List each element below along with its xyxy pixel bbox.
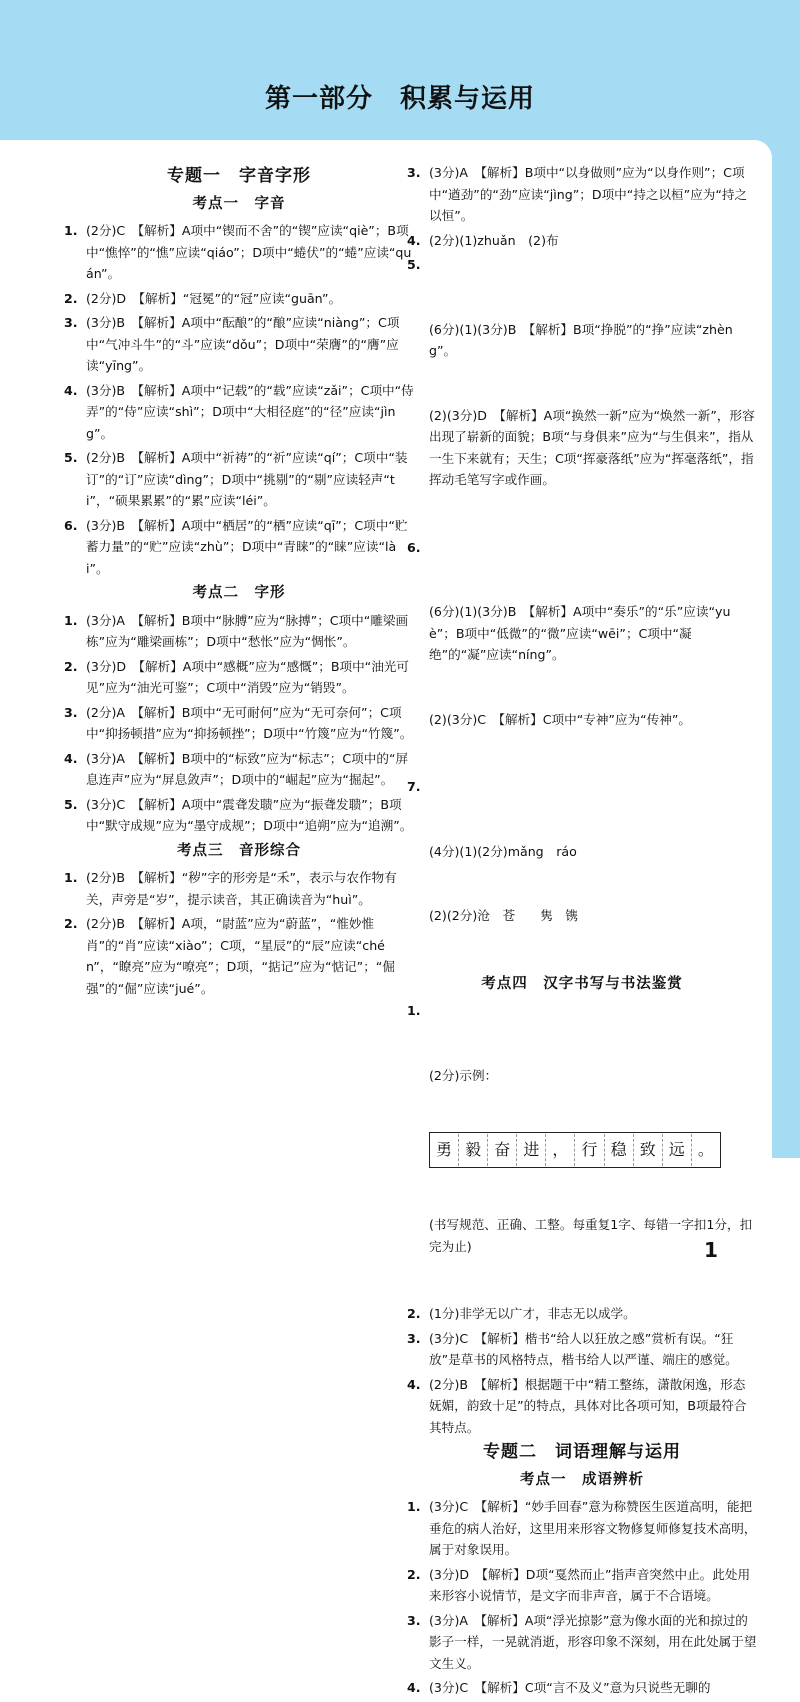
section-title: 专题一 字音字形 xyxy=(167,166,311,186)
answer-item xyxy=(407,230,757,252)
item-number: 5. xyxy=(64,450,78,465)
answer-card xyxy=(0,140,772,1695)
subsection-title: 考点三 音形综合 xyxy=(177,842,301,859)
item-number: 6. xyxy=(407,539,421,555)
answer-item xyxy=(407,1496,757,1561)
calligraphy-char: 勇 xyxy=(430,1134,459,1166)
answer-item xyxy=(64,702,414,745)
item-number: 1. xyxy=(64,870,78,885)
calligraphy-sample xyxy=(429,1132,721,1168)
answer-list xyxy=(64,867,414,999)
calligraphy-char: 奋 xyxy=(488,1134,517,1166)
answer-text: (2分)B 【解析】A项，“尉蓝”应为“蔚蓝”，“惟妙惟肖”的“肖”应读“xiào”；C项，“星辰”的“辰”应读“chén”，“瞭亮”应为“嘹亮”；D项，“掂记”应为“惦记”；“倔强”的“倔”应读“jué”。 xyxy=(86,916,395,996)
part-title: 第一部分 积累与运用 xyxy=(264,84,535,114)
answer-text: (3分)A 【解析】B项中“脉膊”应为“脉搏”；C项中“雕梁画栋”应为“雕梁画栋”；D项中“愁怅”应为“惆怅”。 xyxy=(86,612,409,649)
answer-item xyxy=(64,447,414,512)
item-number: 6. xyxy=(64,517,78,533)
answer-text: (2分)示例： xyxy=(429,1067,498,1083)
item-number: 4. xyxy=(407,1680,421,1695)
item-number: 1. xyxy=(407,1499,421,1514)
answer-item xyxy=(407,1610,757,1675)
item-number: 1. xyxy=(407,1003,421,1018)
answer-text: (书写规范、正确、工整。每重复1字、每错一字扣1分，扣完为止) xyxy=(429,1217,753,1254)
answer-text: (2分)C 【解析】A项中“锲而不舍”的“锲”应读“qiè”；B项中“憔悴”的“憔”应读“qiáo”；D项中“蜷伏”的“蜷”应读“quán”。 xyxy=(86,223,412,281)
item-number: 4. xyxy=(407,1376,421,1392)
answer-item xyxy=(64,748,414,791)
subsection-title: 考点一 成语辨析 xyxy=(520,1471,644,1488)
answer-text: (3分)A 【解析】B项中的“标致”应为“标志”；C项中的“屏息连声”应为“屏息敛声”；D项中的“崛起”应为“掘起”。 xyxy=(86,750,409,787)
answer-text: (2分)(1)zhuǎn (2)布 xyxy=(429,232,559,248)
answer-item xyxy=(407,1000,757,1129)
answer-item xyxy=(407,1303,757,1325)
answer-note xyxy=(407,1171,757,1300)
item-number: 2. xyxy=(407,1306,421,1321)
item-number: 3. xyxy=(64,704,78,720)
item-number: 4. xyxy=(407,232,421,248)
subsection-title: 考点四 汉字书写与书法鉴赏 xyxy=(481,975,683,992)
item-number: 3. xyxy=(64,315,78,330)
calligraphy-char: 致 xyxy=(634,1134,663,1166)
item-number: 1. xyxy=(64,612,78,628)
answer-item xyxy=(64,515,414,580)
answer-text: (2)(3分)D 【解析】A项“换然一新”应为“焕然一新”，形容出现了崭新的面貌；B项“与身俱来”应为“与生俱来”，指从一生下来就有；天生；C项“挥豪落纸”应为“挥毫落纸”，指挥动毛笔写字或作画。 xyxy=(429,407,755,487)
answer-item xyxy=(407,254,757,534)
answer-text: (4分)(1)(2分)mǎng ráo xyxy=(429,843,577,859)
item-number: 1. xyxy=(64,223,78,238)
answer-text: (3分)C 【解析】A项中“震聋发聩”应为“振聋发聩”；B项中“默守成规”应为“墨守成规”；D项中“追朔”应为“追溯”。 xyxy=(86,796,413,833)
answer-item xyxy=(64,610,414,653)
answer-text: (2分)B 【解析】“秽”字的形旁是“禾”，表示与农作物有关，声旁是“岁”，提示读音，其正确读音为“huì”。 xyxy=(86,870,397,907)
answer-item xyxy=(407,776,757,970)
answer-item xyxy=(64,380,414,445)
item-number: 3. xyxy=(407,1330,421,1346)
answer-item xyxy=(407,537,757,774)
answer-item xyxy=(407,1328,757,1371)
calligraphy-char: 稳 xyxy=(605,1134,634,1166)
calligraphy-char: 进 xyxy=(517,1134,546,1166)
answer-text: (3分)B 【解析】A项中“记载”的“载”应读“zǎi”；C项中“侍弄”的“侍”应读“shì”；D项中“大相径庭”的“径”应读“jìng”。 xyxy=(86,382,414,441)
item-number: 2. xyxy=(64,658,78,674)
answer-item xyxy=(64,867,414,910)
answer-item xyxy=(64,913,414,999)
calligraphy-char: 行 xyxy=(575,1134,604,1166)
answer-item xyxy=(64,794,414,837)
answer-item xyxy=(64,220,414,285)
answer-list xyxy=(64,220,414,579)
answer-text: (6分)(1)(3分)B 【解析】A项中“奏乐”的“乐”应读“yuè”；B项中“低微”的“微”应读“wēi”；C项中“凝绝”的“凝”应读“níng”。 xyxy=(429,604,731,662)
answer-text: (2分)A 【解析】B项中“无可耐何”应为“无可奈何”；C项中“抑扬顿措”应为“抑扬顿挫”；D项中“竹篾”应为“竹篾”。 xyxy=(86,704,413,741)
answer-text: (3分)D 【解析】A项中“感概”应为“感慨”；B项中“油光可见”应为“油光可鉴”；C项中“消毁”应为“销毁”。 xyxy=(86,658,409,695)
answer-list xyxy=(407,1303,757,1438)
item-number: 3. xyxy=(407,1612,421,1628)
answer-text: (3分)B 【解析】A项中“栖居”的“栖”应读“qī”；C项中“贮蓄力量”的“贮”应读“zhù”；D项中“青睐”的“睐”应读“lài”。 xyxy=(86,517,408,576)
answer-text: (2)(3分)C 【解析】C项中“专神”应为“传神”。 xyxy=(429,711,691,727)
answer-text: (2分)B 【解析】根据题干中“精工整练，潇散闲逸，形态妩媚，韵致十足”的特点，具体对比各项可知，B项最符合其特点。 xyxy=(429,1376,747,1435)
item-number: 4. xyxy=(64,750,78,766)
answer-text: (3分)B 【解析】A项中“酝酿”的“酿”应读“niàng”；C项中“气冲斗牛”的“斗”应读“dǒu”；D项中“荣膺”的“膺”应读“yīng”。 xyxy=(86,315,400,373)
answer-text: (3分)D 【解析】D项“戛然而止”指声音突然中止。此处用来形容小说情节，是文字而非声音，属于不合语境。 xyxy=(429,1566,751,1603)
item-number: 2. xyxy=(64,916,78,931)
answer-item xyxy=(64,656,414,699)
answer-list xyxy=(407,162,757,251)
answer-item xyxy=(407,162,757,227)
item-number: 5. xyxy=(64,796,78,812)
answer-text: (3分)C 【解析】楷书“给人以狂放之感”赏析有误。“狂放”是草书的风格特点，楷书给人以严谨、端庄的感觉。 xyxy=(429,1330,738,1367)
answer-item xyxy=(64,288,414,310)
answer-text: (2分)D 【解析】“冠冕”的“冠”应读“guān”。 xyxy=(86,290,342,306)
calligraphy-char: 。 xyxy=(697,1140,714,1159)
answer-text: (2)(2分)沧 苍 隽 镌 xyxy=(429,908,579,923)
item-number: 7. xyxy=(407,779,421,794)
right-column xyxy=(407,162,757,1702)
answer-list xyxy=(407,1496,757,1699)
item-number: 2. xyxy=(407,1566,421,1582)
page-number: 1 xyxy=(704,1238,718,1262)
answer-text: (3分)C 【解析】“妙手回春”意为称赞医生医道高明，能把垂危的病人治好，这里用来形容文物修复师修复技术高明，属于对象误用。 xyxy=(429,1499,757,1557)
answer-item xyxy=(64,312,414,377)
calligraphy-char: 远 xyxy=(663,1134,692,1166)
calligraphy-char: ， xyxy=(546,1134,575,1166)
subsection-title: 考点二 字形 xyxy=(192,585,286,601)
item-number: 5. xyxy=(407,257,421,272)
answer-text: (2分)B 【解析】A项中“祈祷”的“祈”应读“qí”；C项中“装订”的“订”应读“dìng”；D项中“挑剔”的“剔”应读轻声“ti”，“硕果累累”的“累”应读“léi”。 xyxy=(86,450,408,508)
answer-text: (3分)A 【解析】A项“浮光掠影”意为像水面的光和掠过的影子一样，一晃就消逝，形容印象不深刻，用在此处属于望文生义。 xyxy=(429,1612,757,1671)
left-column xyxy=(64,162,414,1002)
item-number: 4. xyxy=(64,382,78,398)
answer-text: (3分)A 【解析】B项中“以身做则”应为“以身作则”；C项中“遒劲”的“劲”应读“jìng”；D项中“持之以桓”应为“持之以恒”。 xyxy=(429,165,748,223)
section-title: 专题二 词语理解与运用 xyxy=(483,1442,681,1462)
calligraphy-char: 毅 xyxy=(459,1134,488,1166)
answer-text: (3分)C 【解析】C项“言不及义”意为只说些无聊的 xyxy=(429,1680,711,1695)
subsection-title: 考点一 字音 xyxy=(192,195,286,212)
answer-text: (6分)(1)(3分)B 【解析】B项“挣脱”的“挣”应读“zhèng”。 xyxy=(429,321,733,358)
item-number: 3. xyxy=(407,165,421,180)
answer-list xyxy=(64,610,414,837)
answer-item xyxy=(407,1564,757,1607)
answer-item xyxy=(407,1374,757,1439)
item-number: 2. xyxy=(64,290,78,306)
answer-item xyxy=(407,1677,757,1699)
answer-text: (1分)非学无以广才，非志无以成学。 xyxy=(429,1306,636,1321)
